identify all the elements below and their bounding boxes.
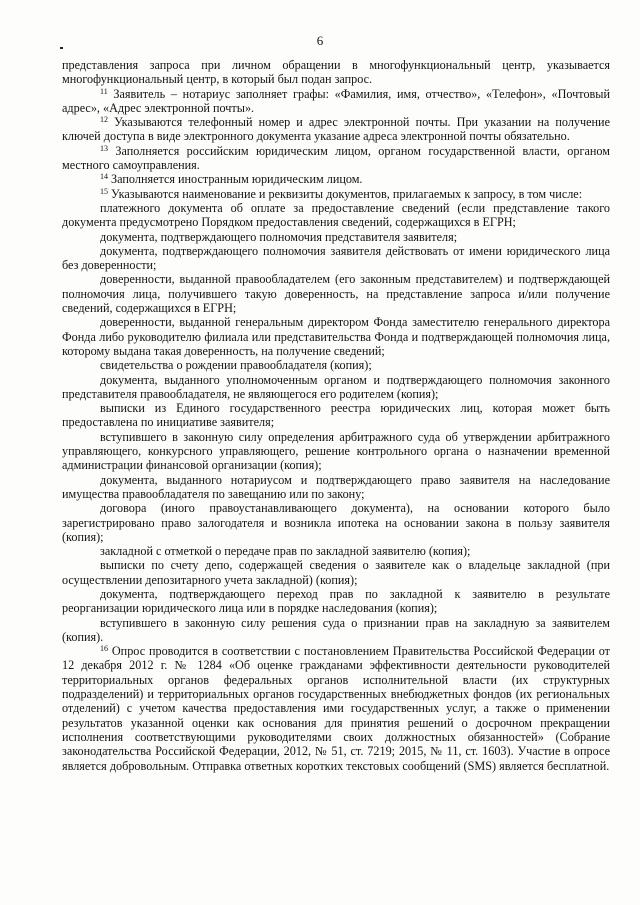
paragraph-text: Указываются наименование и реквизиты документов, прилагаемых к запросу, в том числе: <box>111 186 583 201</box>
footnote-13 <box>62 144 610 173</box>
list-item-mortgage-bond-transfer <box>62 544 610 558</box>
footnote-16 <box>62 644 610 773</box>
paragraph-text: закладной с отметкой о передаче прав по закладной заявителю (копия); <box>100 544 471 559</box>
paragraph-text: вступившего в законную силу определения арбитражного суда об утверждении арбитражного управляющего, конкурсного управляющего, решение контрольного органа о назначении временной администрации финансовой организации (копия); <box>62 429 610 473</box>
paragraph-text: документа, выданного нотариусом и подтверждающего право заявителя на наследование имущества правообладателя по завещанию или по закону; <box>62 472 610 501</box>
paragraph-text: платежного документа об оплате за предоставление сведений (если представление такого документа предусмотрено Порядком предоставления сведений, содержащихся в ЕГРН; <box>62 200 610 230</box>
footnote-marker: 12 <box>100 115 108 125</box>
footnote-marker: 13 <box>100 143 108 153</box>
list-item-court-decision <box>62 616 610 645</box>
paragraph-text: вступившего в законную силу решения суда о признании прав на закладную за заявителем (копия). <box>62 615 610 644</box>
footnote-14 <box>62 172 610 186</box>
paragraph-text: Заполняется иностранным юридическим лицом. <box>111 172 363 187</box>
paragraph-text: свидетельства о рождении правообладателя (копия); <box>100 358 372 373</box>
list-item-egrul-extract <box>62 401 610 430</box>
list-item-mortgage-contract <box>62 501 610 544</box>
list-item-birth-certificate <box>62 358 610 372</box>
paragraph-text: выписки из Единого государственного реестра юридических лиц, которая может быть предоставлена по инициативе заявителя; <box>62 401 610 430</box>
footnote-marker: 15 <box>100 186 108 196</box>
list-item-applicant-authority <box>62 244 610 273</box>
footnote-11 <box>62 87 610 116</box>
paragraph-text: Указываются телефонный номер и адрес электронной почты. При указании на получение ключей доступа в виде электронного документа указание адреса электронной почты обязательно. <box>62 115 610 144</box>
list-item-representative-authority <box>62 230 610 244</box>
paragraph-text: Заполняется российским юридическим лицом, органом государственной власти, органом местного самоуправления. <box>62 143 611 173</box>
paragraph-text: представления запроса при личном обращении в многофункциональный центр, указывается многофункциональный центр, в который был подан запрос. <box>62 58 610 87</box>
paragraph-p1 <box>62 58 610 87</box>
paragraph-text: Опрос проводится в соответствии с постановлением Правительства Российской Федерации от 12 декабря 2012 г. № 1284 «Об оценке гражданами эффективности деятельности руководителей территориальных органов федеральных органов исполнительной власти (их структурных подразделений) и территориальных органов государственных внебюджетных фондов (их региональных отделений) с учетом качества предоставления ими государственных услуг, а также о применении результатов указанной оценки как основания для принятия решений о досрочном прекращении исполнения соответствующими руководителями своих должностных обязанностей» (Собрание законодательства Российской Федерации, 2012, № 51, ст. 7219; 2015, № 11, ст. 1603). Участие в опросе является добровольным. Отправка ответных коротких текстовых сообщений (SMS) является бесплатной. <box>62 644 610 773</box>
page-number: 6 <box>316 33 324 48</box>
list-item-rights-transfer <box>62 587 610 616</box>
paragraph-text: документа, подтверждающего полномочия представителя заявителя; <box>100 229 458 244</box>
footnote-15 <box>62 187 610 201</box>
footnote-marker: 14 <box>100 172 108 182</box>
list-item-owner-power-of-attorney <box>62 272 610 315</box>
paragraph-text: доверенности, выданной правообладателем (его законным представителем) и подтверждающей полномочия лица, получившего такую доверенность, на представление запроса и/или получение сведений, содержащихся в ЕГРН; <box>62 272 610 316</box>
paragraph-text: документа, подтверждающего полномочия заявителя действовать от имени юридического лица без доверенности; <box>62 243 610 273</box>
list-item-arbitration-ruling <box>62 430 610 473</box>
paragraph-text: выписки по счету депо, содержащей сведения о заявителе как о владельце закладной (при осуществлении депозитарного учета закладной) (копия); <box>62 558 610 587</box>
list-item-payment-document <box>62 201 610 230</box>
footnote-12 <box>62 115 610 144</box>
paragraph-text: доверенности, выданной генеральным директором Фонда заместителю генерального директора Фонда либо руководителю филиала или представительства Фонда и подтверждающей полномочия лица, которому выдана такая доверенность, на получение сведений; <box>62 315 610 358</box>
footnote-marker: 16 <box>100 644 108 654</box>
list-item-notary-inheritance <box>62 473 610 502</box>
list-item-legal-representative <box>62 373 610 402</box>
list-item-fund-power-of-attorney <box>62 315 610 358</box>
paragraph-text: Заявитель – нотариус заполняет графы: «Фамилия, имя, отчество», «Телефон», «Почтовый адрес», «Адрес электронной почты». <box>62 86 610 115</box>
paragraph-text: документа, подтверждающего переход прав по закладной к заявителю в результате реорганизации юридического лица или в порядке наследования (копия); <box>62 586 610 616</box>
list-item-depo-account-extract <box>62 558 610 587</box>
footnotes-body <box>62 58 610 773</box>
paragraph-text: документа, выданного уполномоченным органом и подтверждающего полномочия законного представителя правообладателя, не являющегося его родителем (копия); <box>62 372 610 401</box>
paragraph-text: договора (иного правоустанавливающего документа), на основании которого было зарегистрировано право залогодателя и возникла ипотека на основании закона в пользу заявителя (копия); <box>62 501 610 544</box>
footnote-marker: 11 <box>100 86 108 96</box>
